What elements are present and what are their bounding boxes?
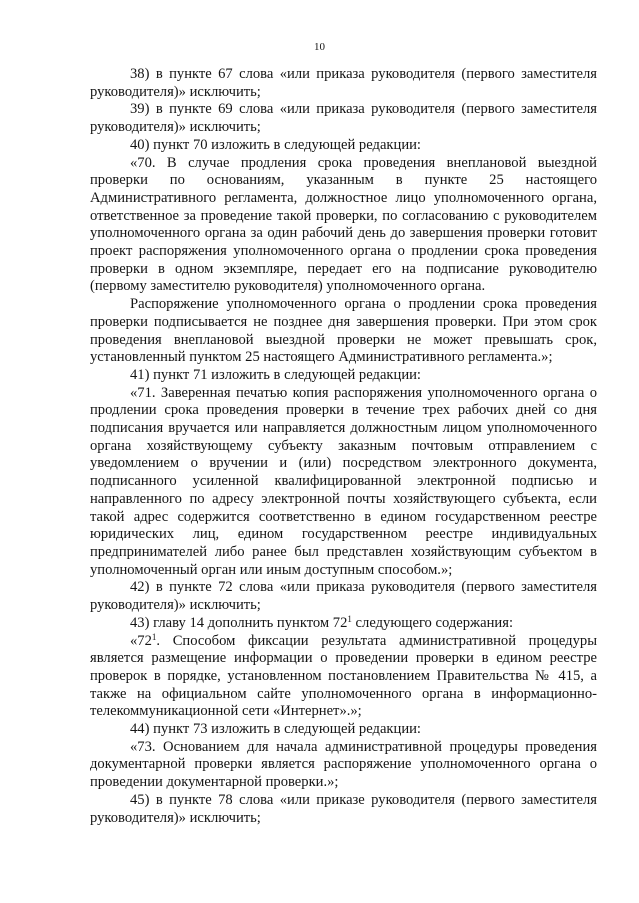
document-body: [90, 66, 597, 827]
paragraph-72-1-text: [90, 633, 597, 722]
paragraph-42: 42) в пункте 72 слова «или приказа руководителя (первого заместителя руководителя)» исключить;: [90, 579, 597, 614]
paragraph-43: [90, 615, 597, 633]
paragraph-45: 45) в пункте 78 слова «или приказе руководителя (первого заместителя руководителя)» исключить;: [90, 791, 597, 826]
superscript-index: 1: [347, 613, 352, 624]
paragraph-73-text: «73. Основанием для начала административной процедуры проведения документарной проверки является распоряжение уполномоченного органа о проведении документарной проверки.»;: [90, 738, 597, 791]
paragraph-72-1-start: «72: [130, 632, 152, 649]
paragraph-38: 38) в пункте 67 слова «или приказа руководителя (первого заместителя руководителя)» исключить;: [90, 66, 597, 100]
paragraph-72-1-body: . Способом фиксации результата административной процедуры является размещение информации о проведении проверки в едином реестре проверок в порядке, установленном постановлением Правительства № 415, а также на официальном сайте уполномоченного органа в информационно-телекоммуникационной сети «Интернет».»;: [90, 632, 597, 720]
paragraph-43-text-end: следующего содержания:: [351, 614, 514, 631]
paragraph-43-text: 43) главу 14 дополнить пунктом 72: [130, 614, 348, 631]
paragraph-44: 44) пункт 73 изложить в следующей редакции:: [130, 721, 421, 738]
paragraph-70-continuation: Распоряжение уполномоченного органа о продлении срока проведения проверки подписывается не позднее дня завершения проверки. При этом срок проведения внеплановой выездной проверки не может превышать срок, установленный пунктом 25 настоящего Административного регламента.»;: [90, 296, 597, 366]
superscript-index: 1: [151, 631, 157, 642]
paragraph-40: 40) пункт 70 изложить в следующей редакции:: [130, 136, 421, 153]
paragraph-39: 39) в пункте 69 слова «или приказа руководителя (первого заместителя руководителя)» исключить;: [90, 101, 597, 136]
page-number: 10: [314, 41, 325, 53]
paragraph-41: 41) пункт 71 изложить в следующей редакции:: [130, 366, 421, 383]
paragraph-71-text: «71. Заверенная печатью копия распоряжения уполномоченного органа о продлении срока проведения проверки в течение трех рабочих дней со дня подписания вручается или направляется должностным лицом уполномоченного органа хозяйствующему субъекту заказным почтовым отправлением с уведомлением о вручении и (или) посредством электронного документа, подписанного усиленной квалифицированной электронной подписью и направленного по адресу электронной почты хозяйствующего субъекта, если такой адрес содержится соответственно в едином государственном реестре юридических лиц, едином государственном реестре индивидуальных предпринимателей либо ранее был представлен хозяйствующим субъектом в уполномоченный орган или иным доступным способом.»;: [90, 384, 597, 578]
paragraph-70-text: «70. В случае продления срока проведения внеплановой выездной проверки по основаниям, указанным в пункте 25 настоящего Административного регламента, должностное лицо уполномоченного органа, ответственное за проведение такой проверки, по согласованию с руководителем уполномоченного органа за один рабочий день до завершения проверки готовит проект распоряжения уполномоченного органа о продлении срока проведения проверки в одном экземпляре, передает его на подписание руководителю (первому заместителю руководителя) уполномоченного органа.: [90, 154, 597, 295]
